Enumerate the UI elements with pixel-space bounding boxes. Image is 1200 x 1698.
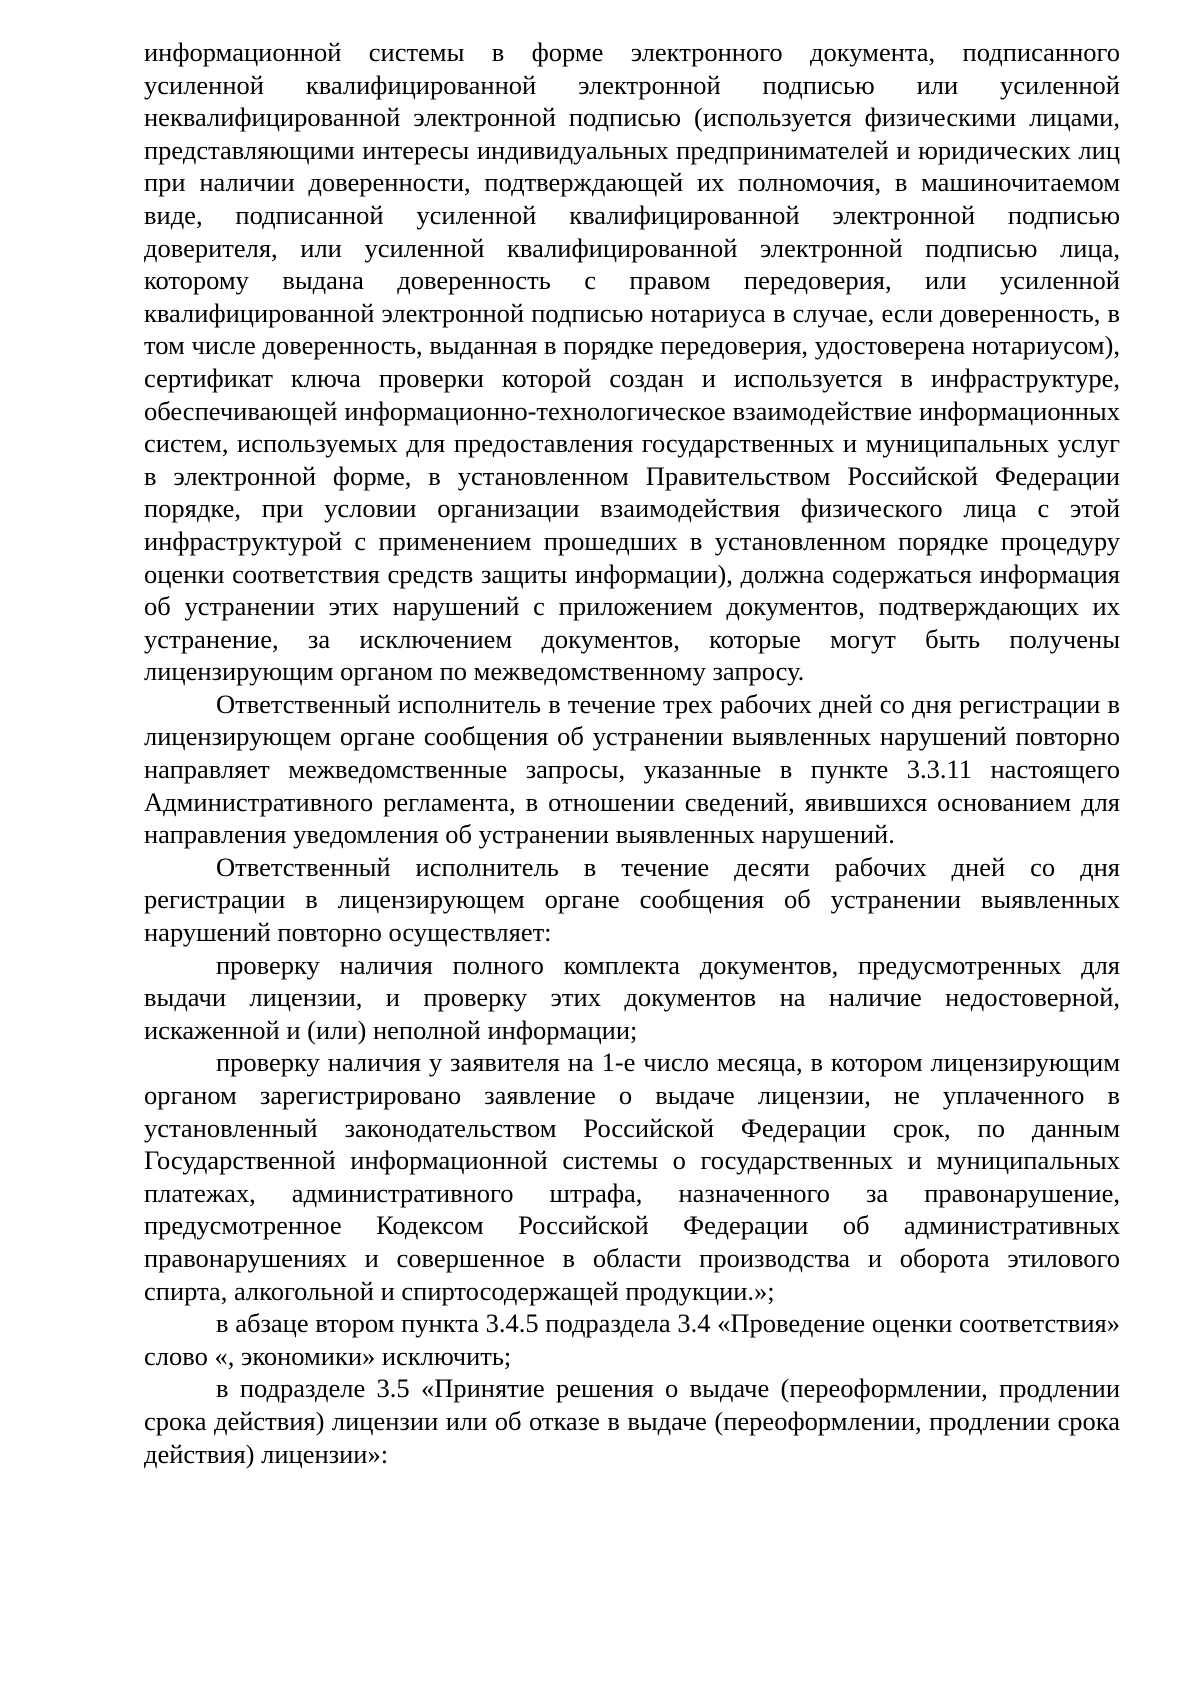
paragraph-amendment-3-4-5: в абзаце втором пункта 3.4.5 подраздела 3.4 «Проведение оценки соответствия» слово «, экономики» исключить; [144, 1308, 1120, 1371]
paragraph-amendment-3-5: в подразделе 3.5 «Принятие решения о выдаче (переоформлении, продлении срока действия) лицензии или об отказе в выдаче (переоформлении, продлении срока действия) лицензии»: [144, 1373, 1120, 1469]
paragraph-checks-intro: Ответственный исполнитель в течение десяти рабочих дней со дня регистрации в лицензирующем органе сообщения об устранении выявленных нарушений повторно осуществляет: [144, 851, 1120, 948]
paragraph-continuation: информационной системы в форме электронного документа, подписанного усиленной квалифицированной электронной подписью или усиленной неквалифицированной электронной подписью (используется физическими лицами, представляющими интересы индивидуальных предпринимателей и юридических лиц при наличии доверенности, подтверждающей их полномочия, в машиночитаемом виде, подписанной усиленной квалифицированной электронной подписью доверителя, или усиленной квалифицированной электронной подписью лица, которому выдана доверенность с правом передоверия, или усиленной квалифицированной электронной подписью нотариуса в случае, если доверенность, в том числе доверенность, выданная в порядке передоверия, удостоверена нотариусом), сертификат ключа проверки которой создан и используется в инфраструктуре, обеспечивающей информационно-технологическое взаимодействие информационных систем, используемых для предоставления государственных и муниципальных услуг в электронной форме, в установленном Правительством Российской Федерации порядке, при условии организации взаимодействия физического лица с этой инфраструктурой с применением прошедших в установленном порядке процедуру оценки соответствия средств защиты информации), должна содержаться информация об устранении этих нарушений с приложением документов, подтверждающих их устранение, за исключением документов, которые могут быть получены лицензирующим органом по межведомственному запросу. [144, 37, 1120, 687]
paragraph-requests: Ответственный исполнитель в течение трех рабочих дней со дня регистрации в лицензирующем органе сообщения об устранении выявленных нарушений повторно направляет межведомственные запросы, указанные в пункте 3.3.11 настоящего Административного регламента, в отношении сведений, явившихся основанием для направления уведомления об устранении выявленных нарушений. [144, 688, 1120, 850]
document-page [144, 36, 1120, 1470]
paragraph-check-documents: проверку наличия полного комплекта документов, предусмотренных для выдачи лицензии, и проверку этих документов на наличие недостоверной, искаженной и (или) неполной информации; [144, 949, 1120, 1045]
paragraph-check-fine: проверку наличия у заявителя на 1-е число месяца, в котором лицензирующим органом зарегистрировано заявление о выдаче лицензии, не уплаченного в установленный законодательством Российской Федерации срок, по данным Государственной информационной системы о государственных и муниципальных платежах, административного штрафа, назначенного за правонарушение, предусмотренное Кодексом Российской Федерации об административных правонарушениях и совершенное в области производства и оборота этилового спирта, алкогольной и спиртосодержащей продукции.»; [144, 1047, 1120, 1306]
